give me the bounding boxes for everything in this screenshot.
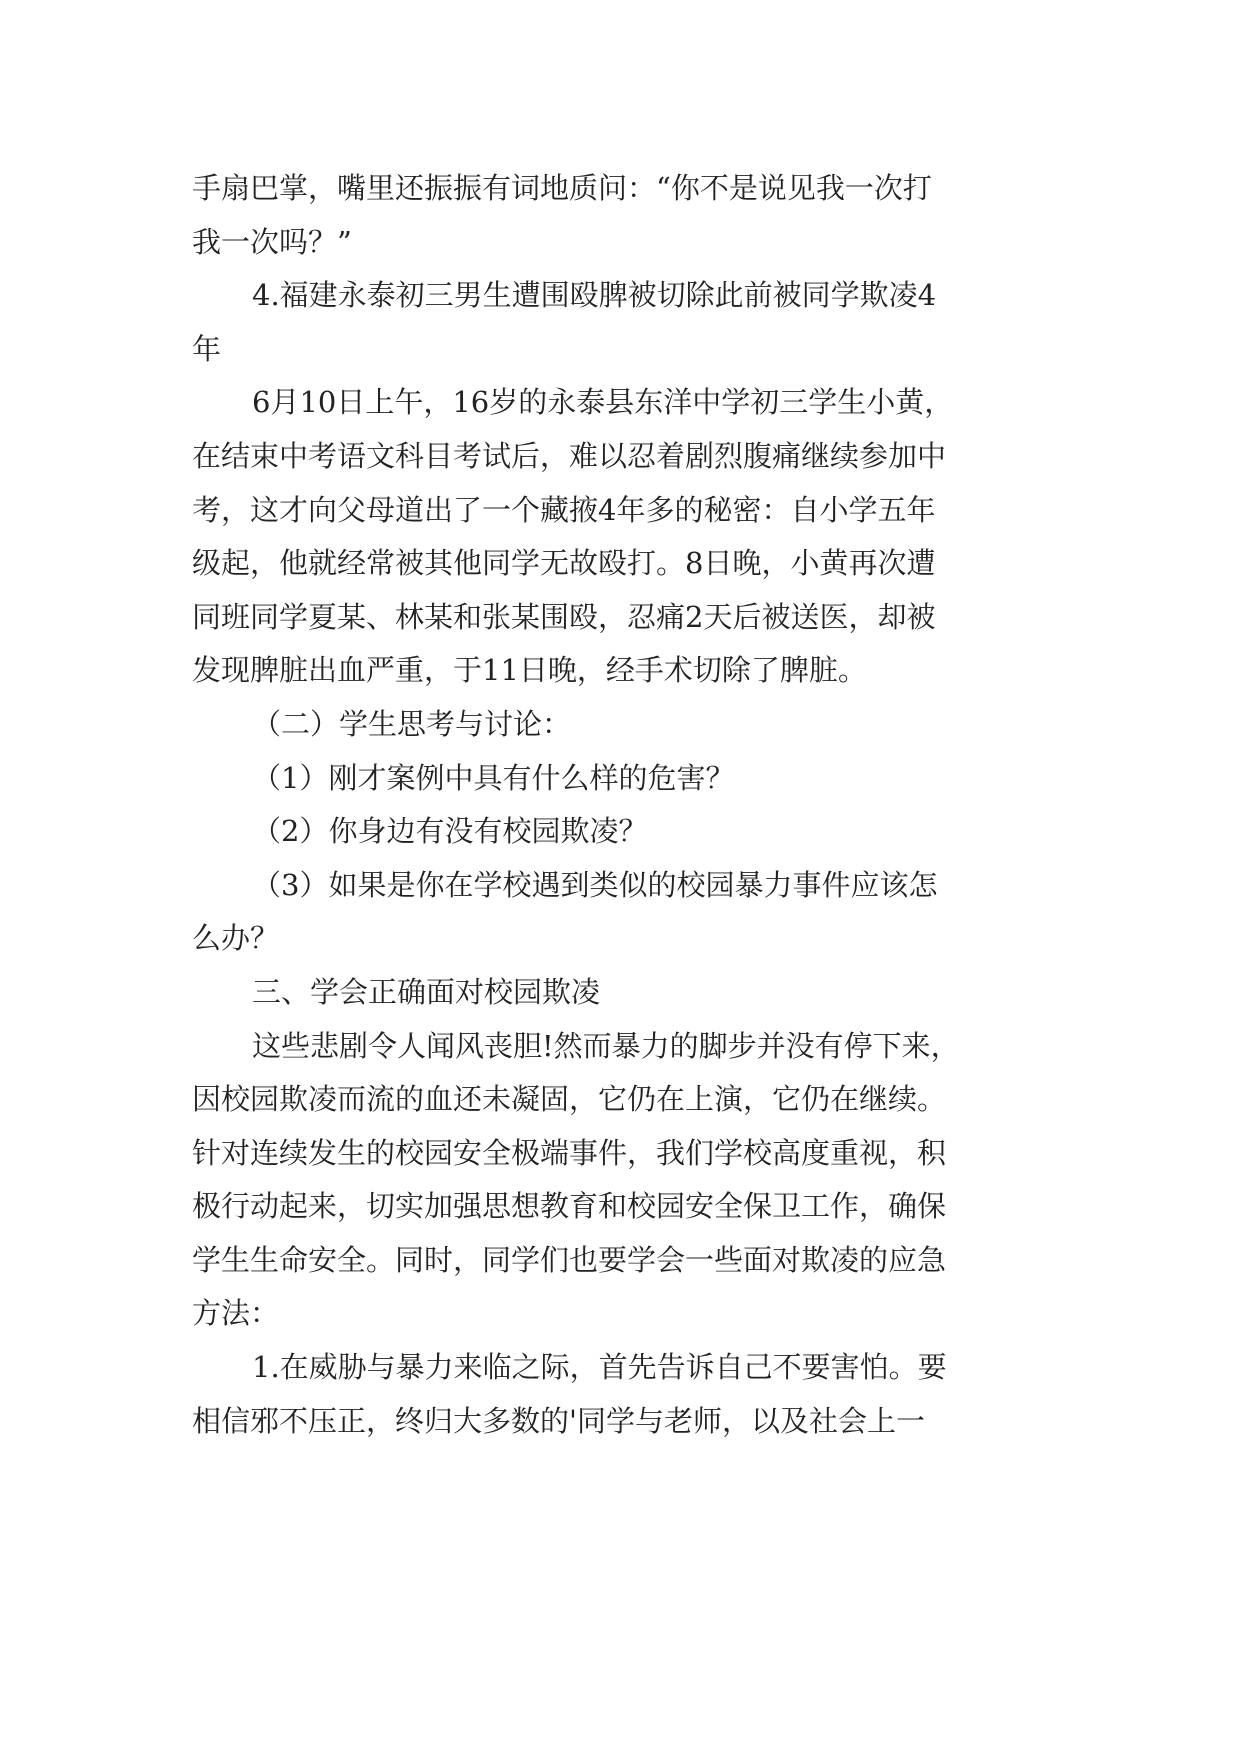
discussion-question: （2）你身边有没有校园欺凌？ — [252, 814, 648, 849]
text-line: 在结束中考语文科目考试后，难以忍着剧烈腹痛继续参加中 — [192, 438, 947, 473]
text-line: 因校园欺凌而流的血还未凝固，它仍在上演，它仍在继续。 — [192, 1082, 947, 1117]
section-3-heading: 三、学会正确面对校园欺凌 — [252, 974, 601, 1009]
text-line: 考，这才向父母道出了一个藏掖4年多的秘密：自小学五年 — [192, 492, 936, 527]
document-body — [192, 162, 1060, 1448]
discussion-heading: （二）学生思考与讨论： — [252, 706, 572, 741]
text-line: 方法： — [192, 1296, 280, 1331]
text-line: 级起，他就经常被其他同学无故殴打。8日晚，小黄再次遭 — [192, 546, 936, 581]
text-line: 学生生命安全。同时，同学们也要学会一些面对欺凌的应急 — [192, 1242, 947, 1277]
text-line: 年 — [192, 331, 222, 366]
discussion-question: （3）如果是你在学校遇到类似的校园暴力事件应该怎 — [252, 867, 938, 902]
text-line: 针对连续发生的校园安全极端事件，我们学校高度重视，积 — [192, 1135, 947, 1170]
text-line: 发现脾脏出血严重，于11日晚，经手术切除了脾脏。 — [192, 653, 867, 688]
text-line: 同班同学夏某、林某和张某围殴，忍痛2天后被送医，却被 — [192, 599, 936, 634]
method-1-text: 1.在威胁与暴力来临之际，首先告诉自己不要害怕。要 — [252, 1350, 947, 1385]
case-4-heading: 4.福建永泰初三男生遭围殴脾被切除此前被同学欺凌4 — [252, 278, 937, 313]
discussion-question: （1）刚才案例中具有什么样的危害？ — [252, 760, 735, 795]
text-line: 这些悲剧令人闻风丧胆!然而暴力的脚步并没有停下来， — [252, 1028, 960, 1063]
text-line: 相信邪不压正，终归大多数的'同学与老师，以及社会上一 — [192, 1403, 925, 1438]
text-line: 么办？ — [192, 921, 280, 956]
text-line: 极行动起来，切实加强思想教育和校园安全保卫工作，确保 — [192, 1189, 947, 1224]
text-line: 手扇巴掌，嘴里还振振有词地质问：“你不是说见我一次打 — [192, 171, 932, 205]
text-line: 6月10日上午，16岁的永泰县东洋中学初三学生小黄， — [252, 385, 954, 420]
text-line: 我一次吗？” — [192, 224, 352, 259]
